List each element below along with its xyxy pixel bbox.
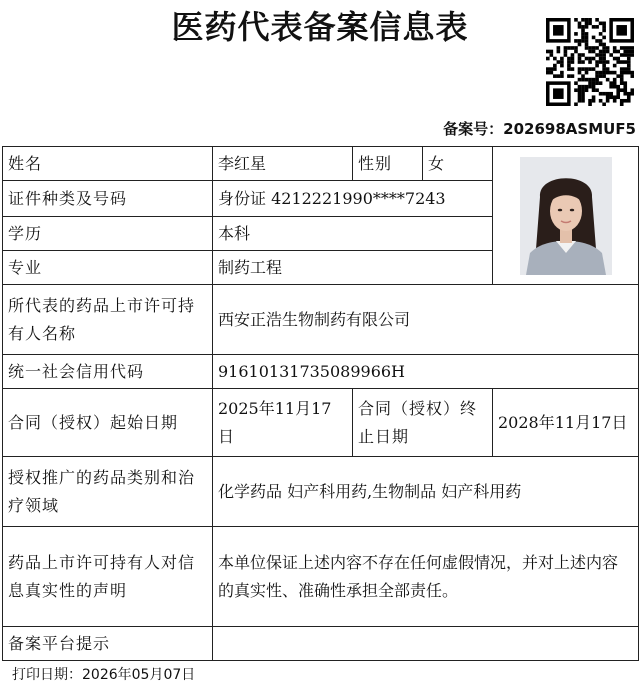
print-date-value: 2026年05月07日	[82, 667, 196, 683]
scope-label: 授权推广的药品类别和治疗领域	[3, 457, 213, 527]
print-date-label: 打印日期：	[12, 667, 82, 683]
name-label: 姓名	[3, 147, 213, 181]
photo-cell	[493, 147, 639, 285]
record-number-value: 202698ASMUF5	[503, 120, 636, 138]
statement-value: 本单位保证上述内容不存在任何虚假情况，并对上述内容的真实性、准确性承担全部责任。	[213, 527, 639, 627]
start-date-value: 2025年11月17日	[213, 389, 353, 457]
major-value: 制药工程	[213, 251, 493, 285]
end-date-label: 合同（授权）终止日期	[353, 389, 493, 457]
print-date	[12, 664, 195, 684]
document-title: 医药代表备案信息表	[171, 8, 469, 46]
major-label: 专业	[3, 251, 213, 285]
education-label: 学历	[3, 217, 213, 251]
record-number	[443, 118, 636, 139]
gender-label: 性别	[353, 147, 423, 181]
platform-tips-label: 备案平台提示	[3, 627, 213, 661]
platform-tips-value	[213, 627, 639, 661]
statement-label: 药品上市许可持有人对信息真实性的声明	[3, 527, 213, 627]
name-value: 李红星	[213, 147, 353, 181]
end-date-value: 2028年11月17日	[493, 389, 639, 457]
scope-value: 化学药品 妇产科用药,生物制品 妇产科用药	[213, 457, 639, 527]
portrait-photo	[520, 157, 612, 275]
photo-eye-left	[557, 208, 561, 211]
holder-value: 西安正浩生物制药有限公司	[213, 285, 639, 355]
qr-code-icon	[546, 18, 634, 106]
credit-code-label: 统一社会信用代码	[3, 355, 213, 389]
holder-label: 所代表的药品上市许可持有人名称	[3, 285, 213, 355]
record-number-label: 备案号：	[443, 120, 504, 138]
credit-code-value: 91610131735089966H	[213, 355, 639, 389]
info-table	[2, 146, 639, 661]
education-value: 本科	[213, 217, 493, 251]
gender-value: 女	[423, 147, 493, 181]
start-date-label: 合同（授权）起始日期	[3, 389, 213, 457]
id-value: 身份证 4212221990****7243	[213, 181, 493, 217]
id-label: 证件种类及号码	[3, 181, 213, 217]
photo-eye-right	[569, 208, 573, 211]
